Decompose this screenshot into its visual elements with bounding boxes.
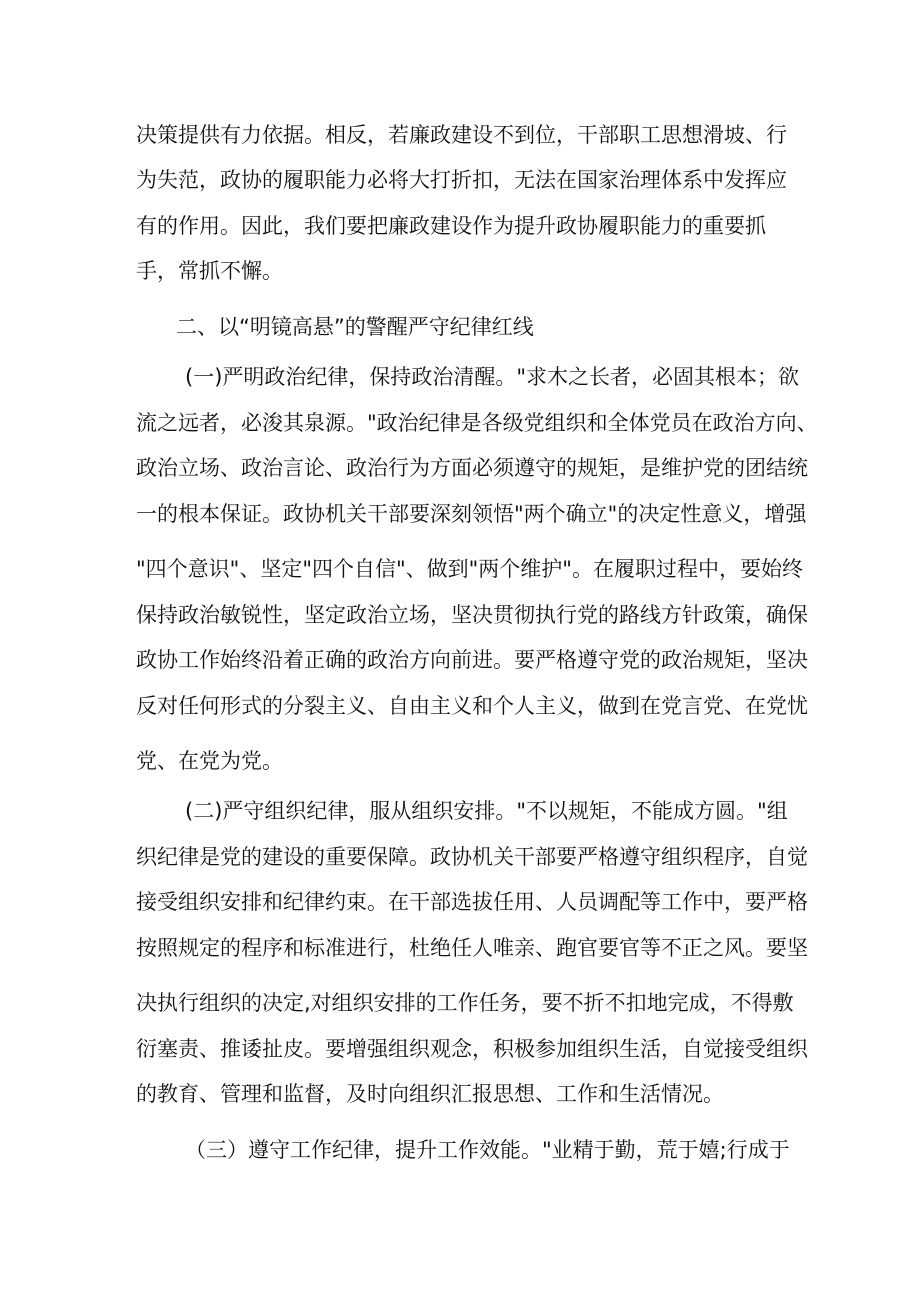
text-line-18: 按照规定的程序和标准进行，杜绝任人唯亲、跑官要官等不正之风。要坚 xyxy=(136,936,808,960)
text-line-10: "四个意识"、坚定"四个自信"、做到"两个维护"。在履职过程中，要始终 xyxy=(136,557,803,581)
text-line-19: 决执行组织的决定,对组织安排的工作任务，要不折不扣地完成，不得敷 xyxy=(136,991,794,1015)
text-line-16: 织纪律是党的建设的重要保障。政协机关干部要严格遵守组织程序，自觉 xyxy=(136,845,808,869)
text-line-8: 政治立场、政治言论、政治行为方面必须遵守的规矩，是维护党的团结统 xyxy=(136,456,808,480)
text-line-6: (一)严明政治纪律，保持政治清醒。"求木之长者，必固其根本；欲 xyxy=(185,365,800,389)
text-line-15: (二)严守组织纪律，服从组织安排。"不以规矩，不能成方圆。"组 xyxy=(185,799,788,823)
text-line-13: 反对任何形式的分裂主义、自由主义和个人主义，做到在党言党、在党忧 xyxy=(136,694,808,718)
text-line-12: 政协工作始终沿着正确的政治方向前进。要严格遵守党的政治规矩，坚决 xyxy=(136,648,808,672)
text-line-1: 决策提供有力依据。相反，若廉政建设不到位，干部职工思想滑坡、行 xyxy=(136,123,787,147)
text-line-9: 一的根本保证。政协机关干部要深刻领悟"两个确立"的决定性意义，增强 xyxy=(136,502,807,526)
text-line-21: 的教育、管理和监督，及时向组织汇报思想、工作和生活情况。 xyxy=(136,1082,724,1106)
text-line-14: 党、在党为党。 xyxy=(136,749,283,773)
text-line-4: 手，常抓不懈。 xyxy=(136,259,283,283)
text-line-7: 流之远者，必浚其泉源。"政治纪律是各级党组织和全体党员在政治方向、 xyxy=(136,411,818,435)
text-line-11: 保持政治敏锐性，坚定政治立场，坚决贯彻执行党的路线方针政策，确保 xyxy=(136,603,808,627)
text-line-20: 衍塞责、推诿扯皮。要增强组织观念，积极参加组织生活，自觉接受组织 xyxy=(136,1037,808,1061)
section-heading: 二、以“明镜高悬”的警醒严守纪律红线 xyxy=(176,315,534,339)
text-line-17: 接受组织安排和纪律约束。在干部选拔任用、人员调配等工作中，要严格 xyxy=(136,890,808,914)
text-line-3: 有的作用。因此，我们要把廉政建设作为提升政协履职能力的重要抓 xyxy=(136,214,766,238)
text-line-2: 为失范，政协的履职能力必将大打折扣，无法在国家治理体系中发挥应 xyxy=(136,168,787,192)
text-line-22: （三）遵守工作纪律，提升工作效能。"业精于勤，荒于嬉;行成于 xyxy=(185,1138,790,1162)
